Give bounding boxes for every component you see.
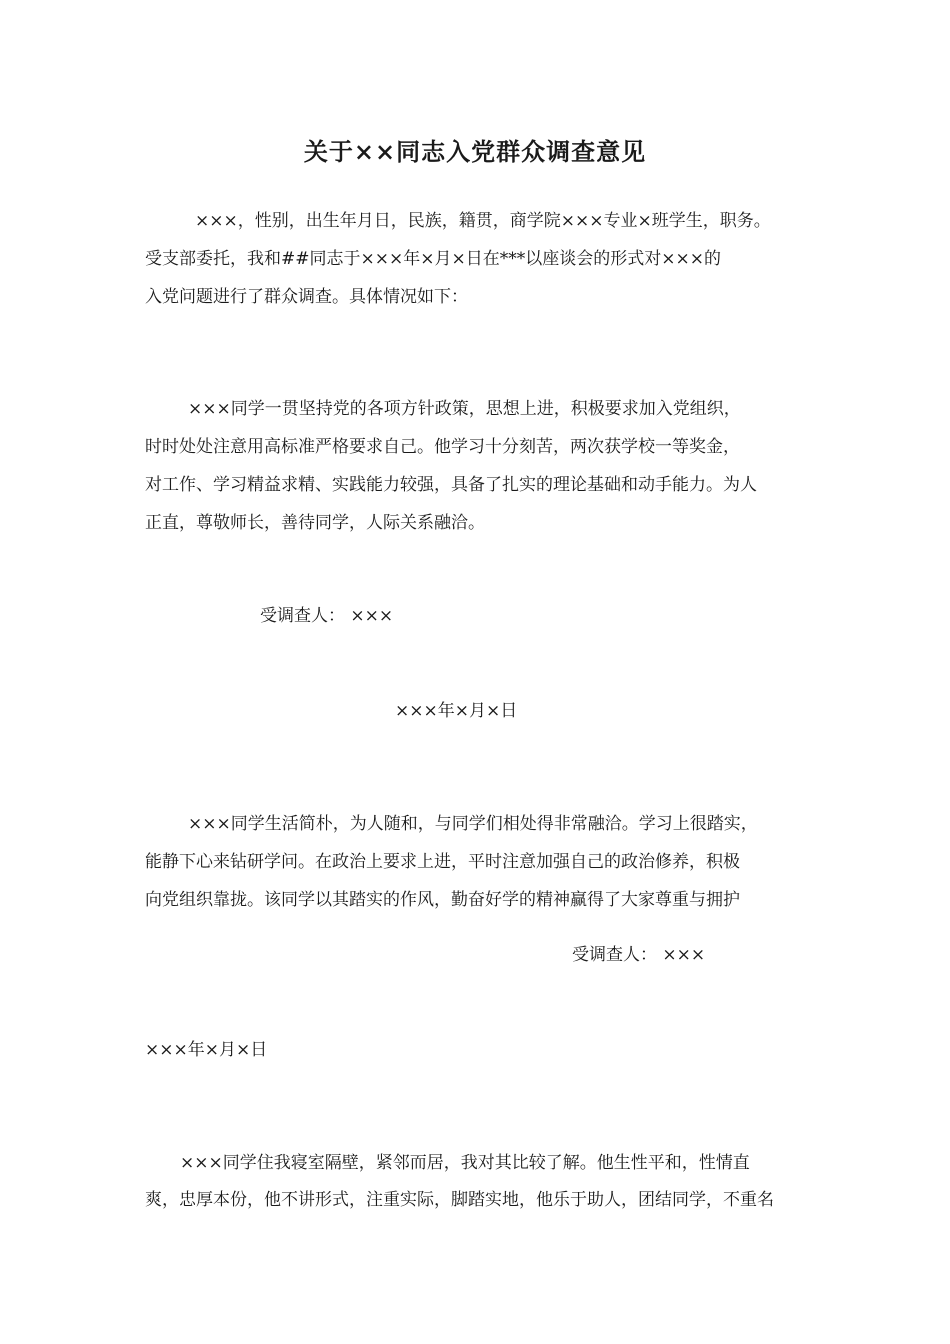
- document-title: 关于××同志入党群众调查意见: [303, 137, 647, 166]
- opinion2-line-3: 向党组织靠拢。该同学以其踏实的作风，勤奋好学的精神赢得了大家尊重与拥护: [145, 890, 740, 910]
- opinion3-line-2: 爽，忠厚本份，他不讲形式，注重实际，脚踏实地，他乐于助人，团结同学，不重名: [145, 1190, 774, 1210]
- date-2: ×××年×月×日: [145, 1040, 268, 1060]
- opinion1-line-2: 时时处处注意用高标准严格要求自己。他学习十分刻苦，两次获学校一等奖金，: [145, 437, 740, 457]
- opinion1-line-4: 正直，尊敬师长，善待同学，人际关系融洽。: [145, 513, 485, 533]
- signature-1: 受调查人： ×××: [260, 606, 394, 626]
- opinion2-line-1: ×××同学生活简朴，为人随和，与同学们相处得非常融洽。学习上很踏实，: [188, 814, 758, 834]
- date-1: ×××年×月×日: [395, 701, 518, 721]
- intro-line-3: 入党问题进行了群众调查。具体情况如下：: [145, 287, 468, 307]
- opinion1-line-1: ×××同学一贯坚持党的各项方针政策，思想上进，积极要求加入党组织，: [188, 399, 741, 419]
- opinion3-line-1: ×××同学住我寝室隔壁，紧邻而居，我对其比较了解。他生性平和，性情直: [180, 1153, 750, 1173]
- opinion1-line-3: 对工作、学习精益求精、实践能力较强，具备了扎实的理论基础和动手能力。为人: [145, 475, 757, 495]
- intro-line-2: 受支部委托，我和##同志于×××年×月×日在***以座谈会的形式对×××的: [145, 249, 721, 269]
- signature-2: 受调查人： ×××: [572, 945, 706, 965]
- intro-line-1: ×××，性别，出生年月日，民族，籍贯，商学院×××专业×班学生，职务。: [195, 211, 771, 231]
- opinion2-line-2: 能静下心来钻研学问。在政治上要求上进，平时注意加强自己的政治修养，积极: [145, 852, 740, 872]
